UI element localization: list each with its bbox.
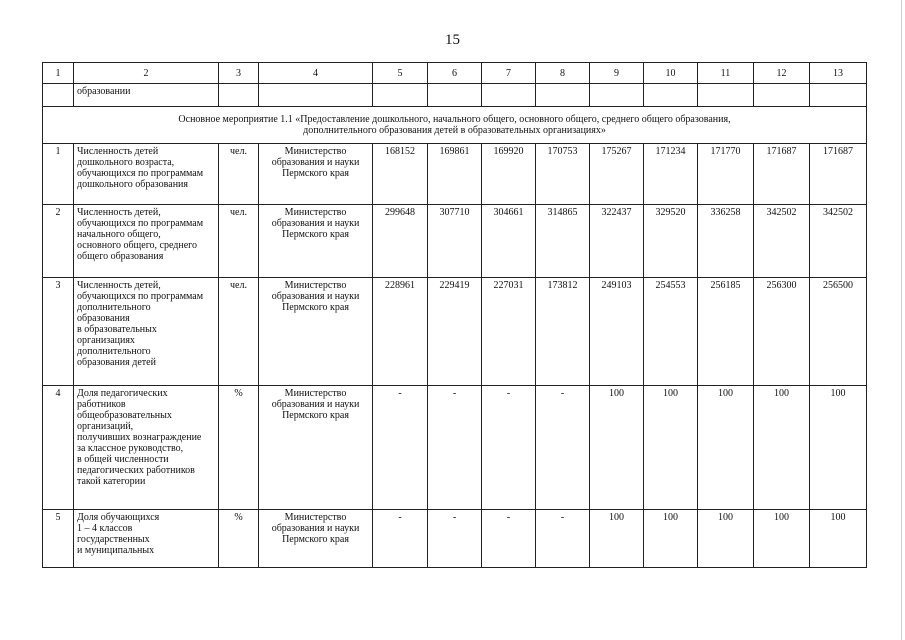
table-row [43, 510, 867, 568]
value-cell: 100 [754, 386, 810, 510]
value-cell: - [482, 386, 536, 510]
value-cell: 170753 [536, 144, 590, 205]
column-number: 4 [259, 63, 373, 84]
indicator-name: Численность детей, обучающихся по программам начального общего, основного общего, среднего общего образования [74, 205, 219, 278]
column-number: 6 [428, 63, 482, 84]
empty-cell [373, 84, 428, 107]
section-title-row [43, 107, 867, 144]
value-cell: - [373, 510, 428, 568]
value-cell: - [373, 386, 428, 510]
value-cell: 100 [590, 386, 644, 510]
value-cell: - [482, 510, 536, 568]
value-cell: 342502 [810, 205, 867, 278]
value-cell: 336258 [698, 205, 754, 278]
empty-cell [482, 84, 536, 107]
value-cell: 342502 [754, 205, 810, 278]
scan-edge-line [901, 0, 902, 640]
unit-cell: чел. [219, 278, 259, 386]
continuation-row [43, 84, 867, 107]
unit-cell: чел. [219, 144, 259, 205]
value-cell: 100 [810, 386, 867, 510]
column-number: 7 [482, 63, 536, 84]
empty-cell [810, 84, 867, 107]
empty-cell [644, 84, 698, 107]
value-cell: 228961 [373, 278, 428, 386]
value-cell: 171770 [698, 144, 754, 205]
value-cell: 229419 [428, 278, 482, 386]
value-cell: 168152 [373, 144, 428, 205]
value-cell: 299648 [373, 205, 428, 278]
value-cell: 254553 [644, 278, 698, 386]
page-number: 15 [445, 32, 460, 48]
section-title: Основное мероприятие 1.1 «Предоставление дошкольного, начального общего, основного общего, среднего общего образования, дополнительного образования детей в образовательных организациях» [43, 107, 867, 144]
value-cell: 171234 [644, 144, 698, 205]
empty-cell [536, 84, 590, 107]
value-cell: 100 [644, 510, 698, 568]
row-number: 2 [43, 205, 74, 278]
empty-cell [219, 84, 259, 107]
value-cell: - [428, 386, 482, 510]
column-number: 2 [74, 63, 219, 84]
table-row [43, 144, 867, 205]
value-cell: 171687 [754, 144, 810, 205]
value-cell: 304661 [482, 205, 536, 278]
continuation-indicator-text: образовании [74, 84, 219, 107]
value-cell: - [428, 510, 482, 568]
value-cell: 100 [754, 510, 810, 568]
column-number: 10 [644, 63, 698, 84]
value-cell: 100 [644, 386, 698, 510]
value-cell: 171687 [810, 144, 867, 205]
column-number: 3 [219, 63, 259, 84]
responsible-cell: Министерство образования и науки Пермского края [259, 278, 373, 386]
value-cell: 256500 [810, 278, 867, 386]
row-number: 4 [43, 386, 74, 510]
value-cell: 249103 [590, 278, 644, 386]
row-number: 1 [43, 144, 74, 205]
indicator-name: Численность детей, обучающихся по программам дополнительного образования в образовательных организациях дополнительного образования детей [74, 278, 219, 386]
row-number: 3 [43, 278, 74, 386]
value-cell: 314865 [536, 205, 590, 278]
value-cell: 169920 [482, 144, 536, 205]
value-cell: 169861 [428, 144, 482, 205]
indicator-name: Доля обучающихся 1 – 4 классов государственных и муниципальных [74, 510, 219, 568]
column-number: 12 [754, 63, 810, 84]
empty-cell [428, 84, 482, 107]
value-cell: 227031 [482, 278, 536, 386]
column-number: 13 [810, 63, 867, 84]
responsible-cell: Министерство образования и науки Пермского края [259, 386, 373, 510]
indicators-table [42, 62, 867, 568]
value-cell: 100 [810, 510, 867, 568]
empty-cell [754, 84, 810, 107]
table-row [43, 386, 867, 510]
column-number: 9 [590, 63, 644, 84]
column-number: 11 [698, 63, 754, 84]
responsible-cell: Министерство образования и науки Пермского края [259, 510, 373, 568]
table-row [43, 278, 867, 386]
unit-cell: чел. [219, 205, 259, 278]
unit-cell: % [219, 386, 259, 510]
value-cell: 100 [698, 510, 754, 568]
value-cell: 307710 [428, 205, 482, 278]
value-cell: 322437 [590, 205, 644, 278]
value-cell: 256300 [754, 278, 810, 386]
indicator-name: Численность детей дошкольного возраста, обучающихся по программам дошкольного образования [74, 144, 219, 205]
value-cell: 175267 [590, 144, 644, 205]
column-number: 8 [536, 63, 590, 84]
row-number: 5 [43, 510, 74, 568]
value-cell: 100 [590, 510, 644, 568]
value-cell: 256185 [698, 278, 754, 386]
empty-cell [590, 84, 644, 107]
value-cell: 100 [698, 386, 754, 510]
value-cell: - [536, 510, 590, 568]
unit-cell: % [219, 510, 259, 568]
empty-cell [43, 84, 74, 107]
empty-cell [698, 84, 754, 107]
empty-cell [259, 84, 373, 107]
indicator-name: Доля педагогических работников общеобразовательных организаций, получивших вознаграждение за классное руководство, в общей численности педагогических работников такой категории [74, 386, 219, 510]
table-row [43, 205, 867, 278]
value-cell: 329520 [644, 205, 698, 278]
column-number: 1 [43, 63, 74, 84]
responsible-cell: Министерство образования и науки Пермского края [259, 205, 373, 278]
responsible-cell: Министерство образования и науки Пермского края [259, 144, 373, 205]
value-cell: 173812 [536, 278, 590, 386]
column-number-header-row [43, 63, 867, 84]
column-number: 5 [373, 63, 428, 84]
value-cell: - [536, 386, 590, 510]
